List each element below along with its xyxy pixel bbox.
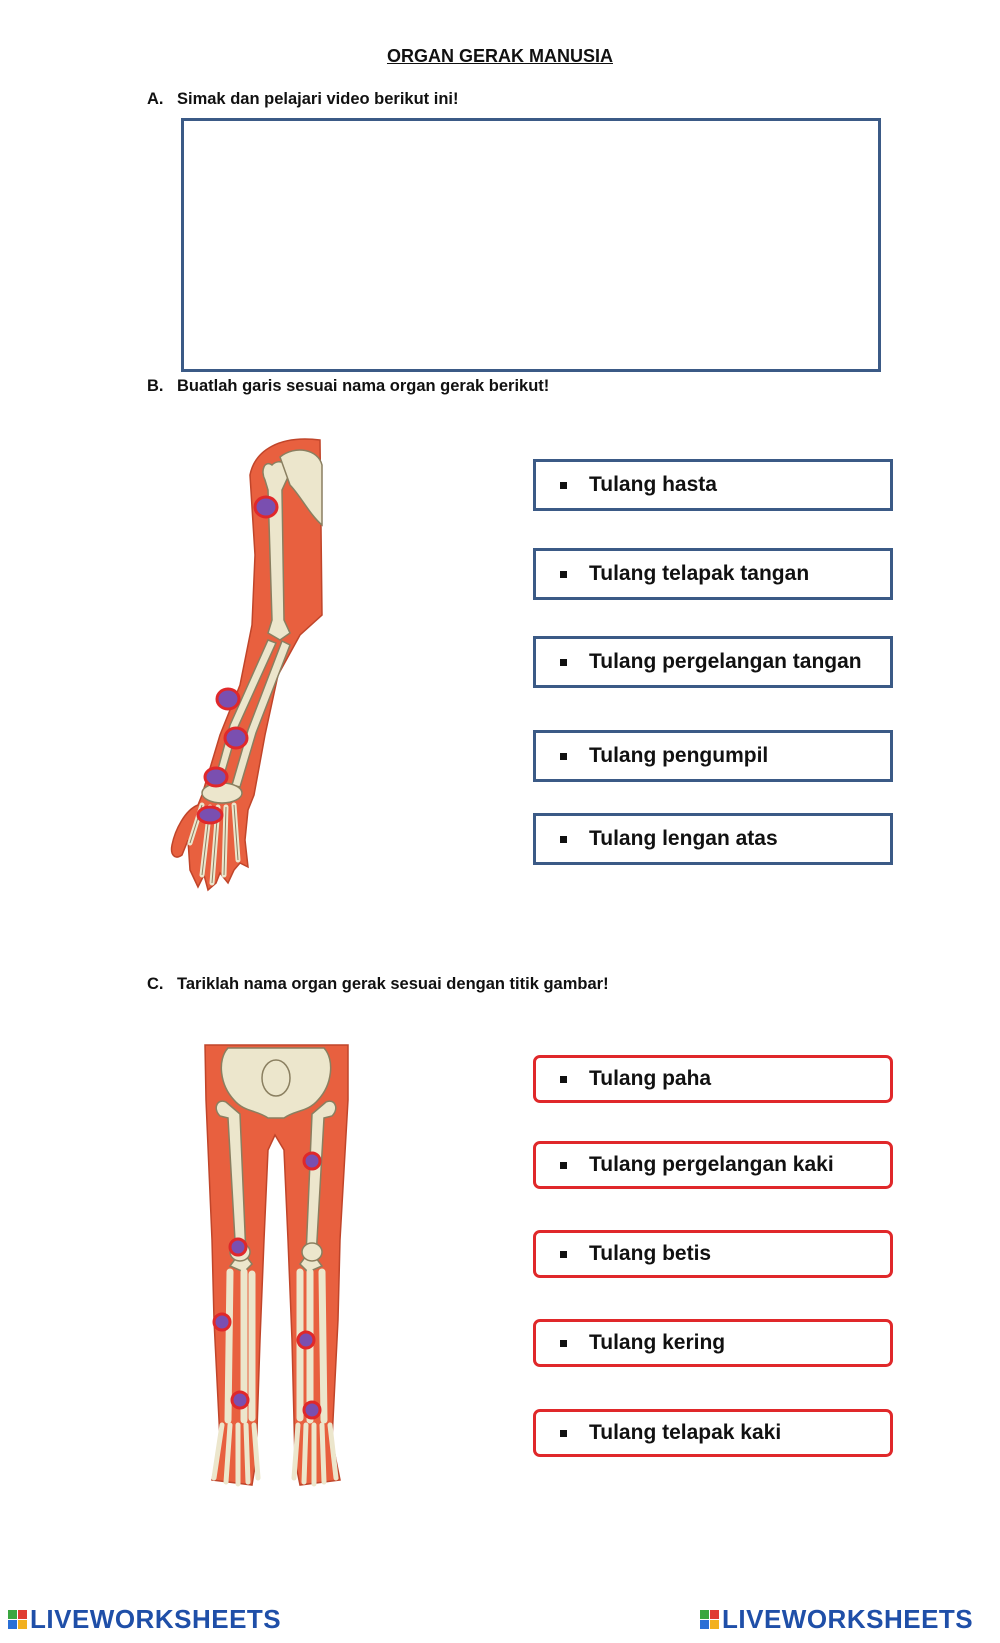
label-text: Tulang betis [589, 1242, 712, 1265]
arm-marker-dot-2[interactable] [217, 689, 239, 709]
liveworksheets-logo-icon [8, 1610, 27, 1629]
label-text: Tulang lengan atas [589, 827, 778, 850]
section-b-instruction [147, 377, 549, 396]
label-text: Tulang telapak kaki [589, 1421, 782, 1444]
label-text: Tulang pengumpil [589, 744, 769, 767]
bullet-icon [560, 753, 567, 760]
bullet-icon [560, 1251, 567, 1258]
arm-label-tulang-lengan-atas[interactable] [533, 813, 893, 865]
section-c-instruction [147, 975, 609, 994]
leg-label-tulang-telapak-kaki[interactable] [533, 1409, 893, 1457]
label-text: Tulang pergelangan kaki [589, 1153, 834, 1176]
bullet-icon [560, 1430, 567, 1437]
leg-label-tulang-kering[interactable] [533, 1319, 893, 1367]
leg-marker-dot-6[interactable] [304, 1402, 320, 1418]
footer-logo-right [700, 1604, 973, 1635]
leg-label-tulang-paha[interactable] [533, 1055, 893, 1103]
footer-logo-left [8, 1604, 281, 1635]
leg-marker-dot-5[interactable] [232, 1392, 248, 1408]
arm-marker-dot-1[interactable] [255, 497, 277, 517]
label-text: Tulang hasta [589, 473, 717, 496]
section-a-instruction [147, 90, 459, 109]
leg-label-tulang-pergelangan-kaki[interactable] [533, 1141, 893, 1189]
leg-marker-dot-4[interactable] [298, 1332, 314, 1348]
section-b-text: Buatlah garis sesuai nama organ gerak berikut! [177, 377, 550, 395]
leg-marker-dot-1[interactable] [304, 1153, 320, 1169]
leg-marker-dot-2[interactable] [230, 1239, 246, 1255]
label-text: Tulang pergelangan tangan [589, 650, 862, 673]
bullet-icon [560, 482, 567, 489]
arm-marker-dot-4[interactable] [205, 768, 227, 786]
section-b-letter: B. [147, 377, 164, 395]
label-text: Tulang telapak tangan [589, 562, 810, 585]
arm-label-tulang-hasta[interactable] [533, 459, 893, 511]
label-text: Tulang kering [589, 1331, 726, 1354]
section-c-letter: C. [147, 975, 164, 993]
section-a-text: Simak dan pelajari video berikut ini! [177, 90, 459, 108]
section-a-letter: A. [147, 90, 164, 108]
page-title: ORGAN GERAK MANUSIA [386, 46, 613, 66]
bullet-icon [560, 1340, 567, 1347]
bullet-icon [560, 1076, 567, 1083]
leg-marker-dot-3[interactable] [214, 1314, 230, 1330]
arm-marker-dot-5[interactable] [198, 807, 222, 823]
arm-label-tulang-pengumpil[interactable] [533, 730, 893, 782]
arm-label-tulang-telapak-tangan[interactable] [533, 548, 893, 600]
brand-text: LIVEWORKSHEETS [30, 1604, 282, 1634]
bullet-icon [560, 659, 567, 666]
arm-label-tulang-pergelangan-tangan[interactable] [533, 636, 893, 688]
bullet-icon [560, 836, 567, 843]
bullet-icon [560, 571, 567, 578]
brand-text: LIVEWORKSHEETS [722, 1604, 974, 1634]
leg-label-tulang-betis[interactable] [533, 1230, 893, 1278]
arm-marker-dot-3[interactable] [225, 728, 247, 748]
liveworksheets-logo-icon [700, 1610, 719, 1629]
section-c-text: Tariklah nama organ gerak sesuai dengan titik gambar! [177, 975, 609, 993]
bullet-icon [560, 1162, 567, 1169]
label-text: Tulang paha [589, 1067, 712, 1090]
arm-skeleton-figure [160, 435, 330, 905]
video-placeholder[interactable] [181, 118, 881, 372]
leg-skeleton-figure [200, 1040, 360, 1490]
